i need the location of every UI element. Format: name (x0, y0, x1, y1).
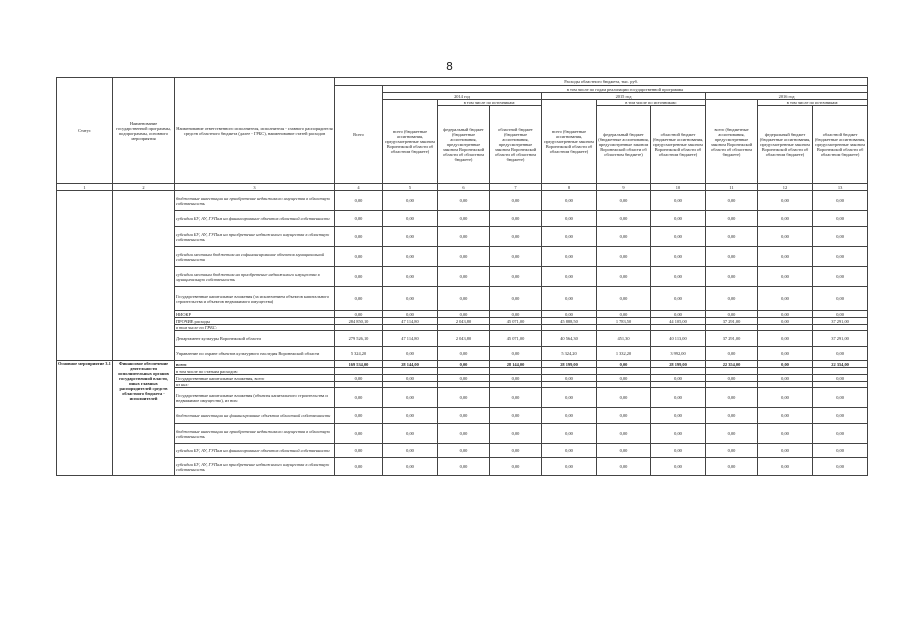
value-cell: 3 992,00 (651, 347, 706, 361)
value-cell: 0,00 (813, 424, 868, 444)
by-years-header: в том числе по годам реализации государственной программы (383, 86, 868, 93)
expenses-header: Расходы областного бюджета, тыс. руб. (335, 78, 868, 86)
year-2016-header: 2016 год (706, 93, 868, 100)
row-label: субсидии БУ, АУ, ГУПам на приобретение недвижимого имущества в областную собственность (175, 458, 335, 476)
value-cell: 0,00 (490, 424, 542, 444)
table-row (57, 311, 868, 318)
value-cell: 0,00 (490, 444, 542, 458)
row-label: субсидии БУ, АУ, ГУПам на финансирование объектов областной собственности (175, 211, 335, 227)
value-cell: 0,00 (542, 191, 597, 211)
value-cell: 28 199,00 (542, 361, 597, 368)
year-2014-header: 2014 год (383, 93, 542, 100)
value-cell: 0,00 (758, 347, 813, 361)
regional-2016-header: областной бюджет (бюджетные ассигнования, предусмотренные законом Воронежской области об областном бюджете) (813, 106, 868, 184)
federal-2014-header: федеральный бюджет (бюджетные ассигнования, предусмотренные законом Воронежской области об областном бюджете) (438, 106, 490, 184)
value-cell: 0,00 (438, 458, 490, 476)
value-cell: 0,00 (490, 347, 542, 361)
row-label: Государственные капитальные вложения, всего (175, 375, 335, 382)
total-2016-header: всего (бюджетные ассигнования, предусмотренные законом Воронежской области об областном бюджете) (706, 100, 758, 184)
value-cell: 37 291,00 (813, 318, 868, 325)
value-cell: 279 526,10 (335, 331, 383, 347)
value-cell: 0,00 (335, 424, 383, 444)
value-cell: 0,00 (758, 408, 813, 424)
value-cell: 0,00 (651, 444, 706, 458)
value-cell: 0,00 (813, 211, 868, 227)
table-row (57, 408, 868, 424)
value-cell: 0,00 (813, 458, 868, 476)
value-cell: 47 114,80 (383, 318, 438, 325)
value-cell: 0,00 (490, 388, 542, 408)
row-label: субсидии БУ, АУ, ГУПам на финансирование объектов областной собственности (175, 444, 335, 458)
value-cell: 0,00 (813, 311, 868, 318)
value-cell: 284 850,10 (335, 318, 383, 325)
total-2015-header: всего (бюджетные ассигнования, предусмотренные законом Воронежской области об областном бюджете) (542, 100, 597, 184)
value-cell: 0,00 (706, 388, 758, 408)
value-cell: 451,30 (597, 331, 651, 347)
value-cell: 28 199,00 (651, 361, 706, 368)
row-label: Государственные капитальные вложения (объекты капитального строительства и недвижимое имущество), из них: (175, 388, 335, 408)
value-cell: 0,00 (438, 361, 490, 368)
value-cell: 0,00 (542, 408, 597, 424)
program-name-cell: Финансовое обеспечение деятельности исполнительных органов государственной власти, иных главных распорядителей средств областного бюджета - исполнителей (113, 361, 175, 476)
sources-2015-header: в том числе по источникам: (597, 100, 706, 106)
col-number: 5 (383, 184, 438, 191)
value-cell: 0,00 (651, 408, 706, 424)
value-cell: 22 354,00 (706, 361, 758, 368)
col-number: 13 (813, 184, 868, 191)
value-cell (813, 368, 868, 375)
sources-2014-header: в том числе по источникам: (438, 100, 542, 106)
value-cell: 0,00 (597, 424, 651, 444)
value-cell: 0,00 (335, 267, 383, 287)
value-cell: 0,00 (438, 227, 490, 247)
value-cell: 0,00 (335, 375, 383, 382)
value-cell: 0,00 (438, 444, 490, 458)
col-number: 6 (438, 184, 490, 191)
value-cell: 0,00 (383, 247, 438, 267)
table-header (57, 78, 868, 184)
value-cell: 0,00 (383, 458, 438, 476)
value-cell: 0,00 (335, 211, 383, 227)
row-label: Государственные капитальные вложения (за исключением объектов капитального строительства и объектов недвижимого имущества) (175, 287, 335, 311)
row-label: субсидии местным бюджетам на софинансирование объектов муниципальной собственности (175, 247, 335, 267)
value-cell: 37 291,00 (706, 318, 758, 325)
value-cell: 0,00 (335, 388, 383, 408)
value-cell: 2 043,80 (438, 331, 490, 347)
value-cell (383, 368, 438, 375)
row-label: бюджетные инвестиции на приобретение недвижимого имущества в областную собственность (175, 191, 335, 211)
value-cell: 0,00 (706, 247, 758, 267)
value-cell: 0,00 (813, 287, 868, 311)
value-cell: 0,00 (758, 311, 813, 318)
value-cell: 0,00 (490, 247, 542, 267)
value-cell (651, 368, 706, 375)
value-cell (335, 368, 383, 375)
value-cell: 0,00 (542, 211, 597, 227)
table-row (57, 267, 868, 287)
value-cell: 0,00 (490, 211, 542, 227)
value-cell: 0,00 (758, 227, 813, 247)
value-cell: 0,00 (813, 267, 868, 287)
value-cell: 0,00 (758, 287, 813, 311)
value-cell: 0,00 (542, 444, 597, 458)
table-row (57, 211, 868, 227)
value-cell: 0,00 (335, 287, 383, 311)
value-cell: 0,00 (758, 318, 813, 325)
value-cell: 0,00 (706, 227, 758, 247)
value-cell: 0,00 (758, 375, 813, 382)
col-number: 12 (758, 184, 813, 191)
value-cell: 0,00 (438, 375, 490, 382)
value-cell: 0,00 (706, 191, 758, 211)
table-row (57, 388, 868, 408)
value-cell: 0,00 (706, 347, 758, 361)
col-number: 8 (542, 184, 597, 191)
col-number: 10 (651, 184, 706, 191)
value-cell: 0,00 (651, 458, 706, 476)
value-cell: 0,00 (597, 191, 651, 211)
status-cell (57, 191, 113, 361)
row-label: субсидии БУ, АУ, ГУПам на приобретение недвижимого имущества в областную собственность (175, 227, 335, 247)
value-cell: 0,00 (597, 375, 651, 382)
value-cell: 1 783,50 (597, 318, 651, 325)
value-cell: 0,00 (542, 375, 597, 382)
value-cell: 0,00 (438, 408, 490, 424)
value-cell: 0,00 (542, 458, 597, 476)
row-label: бюджетные инвестиции на приобретение недвижимого имущества в областную собственность (175, 424, 335, 444)
value-cell: 37 291,00 (706, 331, 758, 347)
row-label: Управление по охране объектов культурного наследия Воронежской области (175, 347, 335, 361)
value-cell: 0,00 (758, 331, 813, 347)
value-cell: 0,00 (438, 347, 490, 361)
value-cell (542, 368, 597, 375)
col-number: 4 (335, 184, 383, 191)
value-cell: 0,00 (813, 227, 868, 247)
row-label: всего (175, 361, 335, 368)
value-cell: 0,00 (383, 311, 438, 318)
value-cell: 0,00 (438, 247, 490, 267)
value-cell: 0,00 (438, 388, 490, 408)
value-cell: 0,00 (490, 267, 542, 287)
row-label: субсидии местным бюджетам на приобретение недвижимого имущества в муниципальную собственность (175, 267, 335, 287)
value-cell: 169 534,00 (335, 361, 383, 368)
value-cell: 0,00 (335, 408, 383, 424)
value-cell: 0,00 (706, 287, 758, 311)
row-label: в том числе по статьям расходов: (175, 368, 335, 375)
value-cell: 0,00 (758, 444, 813, 458)
value-cell (706, 368, 758, 375)
value-cell: 0,00 (597, 211, 651, 227)
value-cell: 0,00 (490, 287, 542, 311)
value-cell: 0,00 (383, 424, 438, 444)
table-row (57, 247, 868, 267)
value-cell: 0,00 (335, 247, 383, 267)
value-cell: 0,00 (651, 424, 706, 444)
value-cell: 40 113,00 (651, 331, 706, 347)
value-cell: 45 071,00 (490, 331, 542, 347)
row-label: в том числе по ГРБС: (175, 325, 335, 331)
value-cell: 0,00 (597, 388, 651, 408)
value-cell: 0,00 (438, 287, 490, 311)
value-cell: 0,00 (651, 388, 706, 408)
value-cell: 0,00 (542, 388, 597, 408)
value-cell: 0,00 (706, 424, 758, 444)
table-row (57, 424, 868, 444)
value-cell: 0,00 (335, 191, 383, 211)
row-label: Департамент культуры Воронежской области (175, 331, 335, 347)
value-cell: 0,00 (383, 211, 438, 227)
value-cell: 0,00 (758, 388, 813, 408)
value-cell: 0,00 (813, 247, 868, 267)
value-cell: 0,00 (490, 311, 542, 318)
value-cell: 0,00 (542, 247, 597, 267)
value-cell: 0,00 (490, 458, 542, 476)
value-cell: 0,00 (597, 311, 651, 318)
value-cell: 0,00 (813, 191, 868, 211)
value-cell: 0,00 (706, 375, 758, 382)
value-cell: 0,00 (758, 267, 813, 287)
value-cell: 0,00 (335, 311, 383, 318)
col-number: 2 (113, 184, 175, 191)
value-cell: 0,00 (542, 424, 597, 444)
column-numbers-row (57, 184, 868, 191)
program-name-cell (113, 191, 175, 361)
value-cell: 0,00 (706, 458, 758, 476)
value-cell: 0,00 (438, 311, 490, 318)
value-cell (758, 368, 813, 375)
table-row (57, 191, 868, 211)
value-cell: 0,00 (335, 458, 383, 476)
value-cell: 0,00 (597, 247, 651, 267)
value-cell: 0,00 (383, 408, 438, 424)
value-cell: 5 324,20 (542, 347, 597, 361)
value-cell: 5 324,20 (335, 347, 383, 361)
value-cell: 0,00 (813, 408, 868, 424)
value-cell: 45 888,50 (542, 318, 597, 325)
col-number: 3 (175, 184, 335, 191)
value-cell: 0,00 (597, 458, 651, 476)
value-cell: 0,00 (490, 227, 542, 247)
value-cell: 0,00 (335, 227, 383, 247)
regional-2014-header: областной бюджет (бюджетные ассигнования, предусмотренные законом Воронежской области об областном бюджете) (490, 106, 542, 184)
value-cell: 28 144,00 (490, 361, 542, 368)
status-header: Статус (57, 78, 113, 184)
value-cell: 0,00 (651, 191, 706, 211)
table-row (57, 361, 868, 368)
value-cell: 0,00 (490, 191, 542, 211)
value-cell: 0,00 (383, 267, 438, 287)
value-cell: 47 114,80 (383, 331, 438, 347)
value-cell: 0,00 (383, 287, 438, 311)
value-cell (490, 368, 542, 375)
value-cell: 0,00 (597, 227, 651, 247)
value-cell: 0,00 (597, 408, 651, 424)
value-cell: 22 354,00 (813, 361, 868, 368)
value-cell: 0,00 (651, 247, 706, 267)
value-cell: 0,00 (335, 444, 383, 458)
col-number: 7 (490, 184, 542, 191)
value-cell: 0,00 (597, 444, 651, 458)
value-cell: 0,00 (651, 211, 706, 227)
value-cell: 0,00 (706, 408, 758, 424)
value-cell: 0,00 (813, 347, 868, 361)
total-2014-header: всего (бюджетные ассигнования, предусмотренные законом Воронежской области об областном бюджете) (383, 100, 438, 184)
value-cell: 1 332,20 (597, 347, 651, 361)
federal-2016-header: федеральный бюджет (бюджетные ассигнования, предусмотренные законом Воронежской области об областном бюджете) (758, 106, 813, 184)
value-cell: 0,00 (383, 375, 438, 382)
table-row (57, 227, 868, 247)
value-cell: 44 105,00 (651, 318, 706, 325)
table-row (57, 287, 868, 311)
value-cell: 0,00 (651, 267, 706, 287)
value-cell: 0,00 (383, 444, 438, 458)
table-row (57, 444, 868, 458)
value-cell: 0,00 (813, 444, 868, 458)
value-cell: 0,00 (438, 211, 490, 227)
table-row (57, 347, 868, 361)
value-cell (438, 368, 490, 375)
value-cell: 40 564,30 (542, 331, 597, 347)
value-cell: 0,00 (758, 191, 813, 211)
table-row (57, 375, 868, 382)
value-cell: 0,00 (706, 444, 758, 458)
status-cell: Основное мероприятие 3.1 (57, 361, 113, 476)
regional-2015-header: областной бюджет (бюджетные ассигнования, предусмотренные законом Воронежской области об областном бюджете) (651, 106, 706, 184)
value-cell: 0,00 (490, 408, 542, 424)
value-cell: 0,00 (383, 227, 438, 247)
value-cell: 0,00 (651, 311, 706, 318)
value-cell: 28 144,00 (383, 361, 438, 368)
table-row (57, 458, 868, 476)
value-cell: 0,00 (383, 388, 438, 408)
table-row (57, 318, 868, 325)
value-cell: 0,00 (542, 311, 597, 318)
value-cell: 0,00 (758, 361, 813, 368)
page-number: 8 (446, 60, 453, 73)
value-cell: 0,00 (758, 458, 813, 476)
value-cell: 0,00 (490, 375, 542, 382)
executor-header: Наименование ответственного исполнителя, исполнителя - главного распорядителя средств областного бюджета (далее - ГРБС), наименование статей расходов (175, 78, 335, 184)
value-cell: 0,00 (542, 227, 597, 247)
value-cell: 0,00 (438, 424, 490, 444)
value-cell: 0,00 (706, 211, 758, 227)
value-cell: 45 071,00 (490, 318, 542, 325)
value-cell: 0,00 (651, 287, 706, 311)
table-row (57, 368, 868, 375)
col-number: 9 (597, 184, 651, 191)
value-cell: 0,00 (438, 267, 490, 287)
block-2-rows (57, 361, 868, 476)
program-name-header: Наименование государственной программы, подпрограммы, основного мероприятия (113, 78, 175, 184)
col-number: 1 (57, 184, 113, 191)
value-cell: 0,00 (813, 375, 868, 382)
value-cell (597, 368, 651, 375)
value-cell: 0,00 (438, 191, 490, 211)
row-label: из них: (175, 382, 335, 388)
value-cell: 0,00 (758, 424, 813, 444)
value-cell: 0,00 (758, 211, 813, 227)
row-label: НИОКР (175, 311, 335, 318)
value-cell: 0,00 (597, 361, 651, 368)
value-cell: 0,00 (383, 347, 438, 361)
value-cell: 0,00 (542, 287, 597, 311)
year-2015-header: 2015 год (542, 93, 706, 100)
value-cell: 2 043,80 (438, 318, 490, 325)
row-label: ПРОЧИЕ расходы (175, 318, 335, 325)
sources-2016-header: в том числе по источникам: (758, 100, 868, 106)
value-cell: 0,00 (706, 267, 758, 287)
federal-2015-header: федеральный бюджет (бюджетные ассигнования, предусмотренные законом Воронежской области об областном бюджете) (597, 106, 651, 184)
col-number: 11 (706, 184, 758, 191)
value-cell: 0,00 (813, 388, 868, 408)
value-cell: 0,00 (706, 311, 758, 318)
value-cell: 0,00 (542, 267, 597, 287)
value-cell: 0,00 (651, 227, 706, 247)
value-cell: 37 291,00 (813, 331, 868, 347)
total-header: Всего (335, 86, 383, 184)
block-1-rows (57, 191, 868, 361)
table-row (57, 331, 868, 347)
value-cell: 0,00 (758, 247, 813, 267)
row-label: бюджетные инвестиции на финансирование объектов областной собственности (175, 408, 335, 424)
value-cell: 0,00 (651, 375, 706, 382)
value-cell: 0,00 (383, 191, 438, 211)
value-cell: 0,00 (597, 267, 651, 287)
value-cell: 0,00 (597, 287, 651, 311)
budget-table (56, 77, 868, 476)
